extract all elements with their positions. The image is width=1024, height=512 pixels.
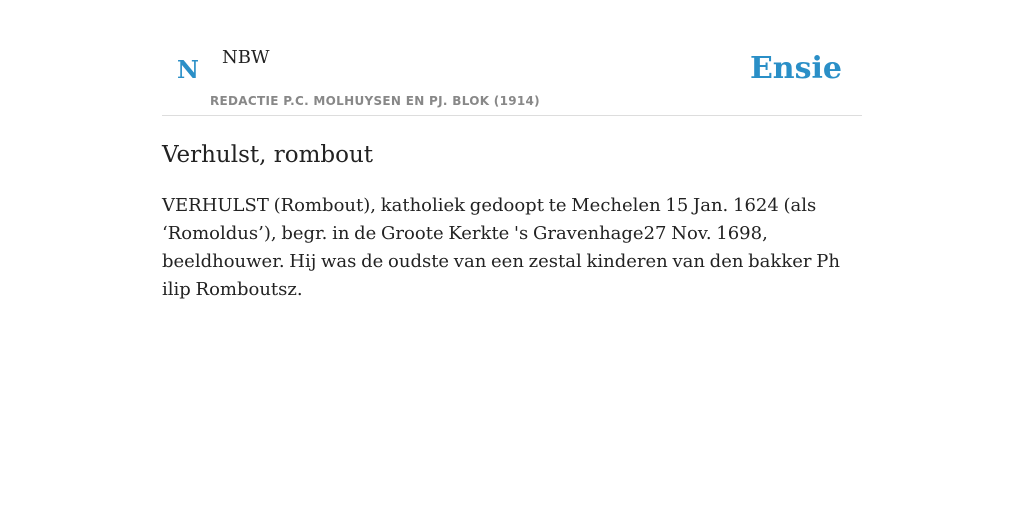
header [162, 0, 862, 116]
page [162, 0, 862, 512]
article-title: Verhulst, rombout [162, 142, 374, 168]
collection-name: NBW [222, 47, 270, 68]
collection-logo: N [177, 55, 199, 84]
editors-line: REDACTIE P.C. MOLHUYSEN EN PJ. BLOK (1914) [210, 94, 540, 108]
article-body: VERHULST (Rombout), katholiek gedoopt te Mechelen 15 Jan. 1624 (als ‘Romoldus’), begr. in de Groote Kerkte 's Gravenhage27 Nov. 1698, beeldhouwer. Hij was de oudste van een zestal kinderen van den bakker Ph ilip Romboutsz. [162, 195, 840, 300]
brand-logo-link[interactable]: Ensie [749, 51, 842, 86]
